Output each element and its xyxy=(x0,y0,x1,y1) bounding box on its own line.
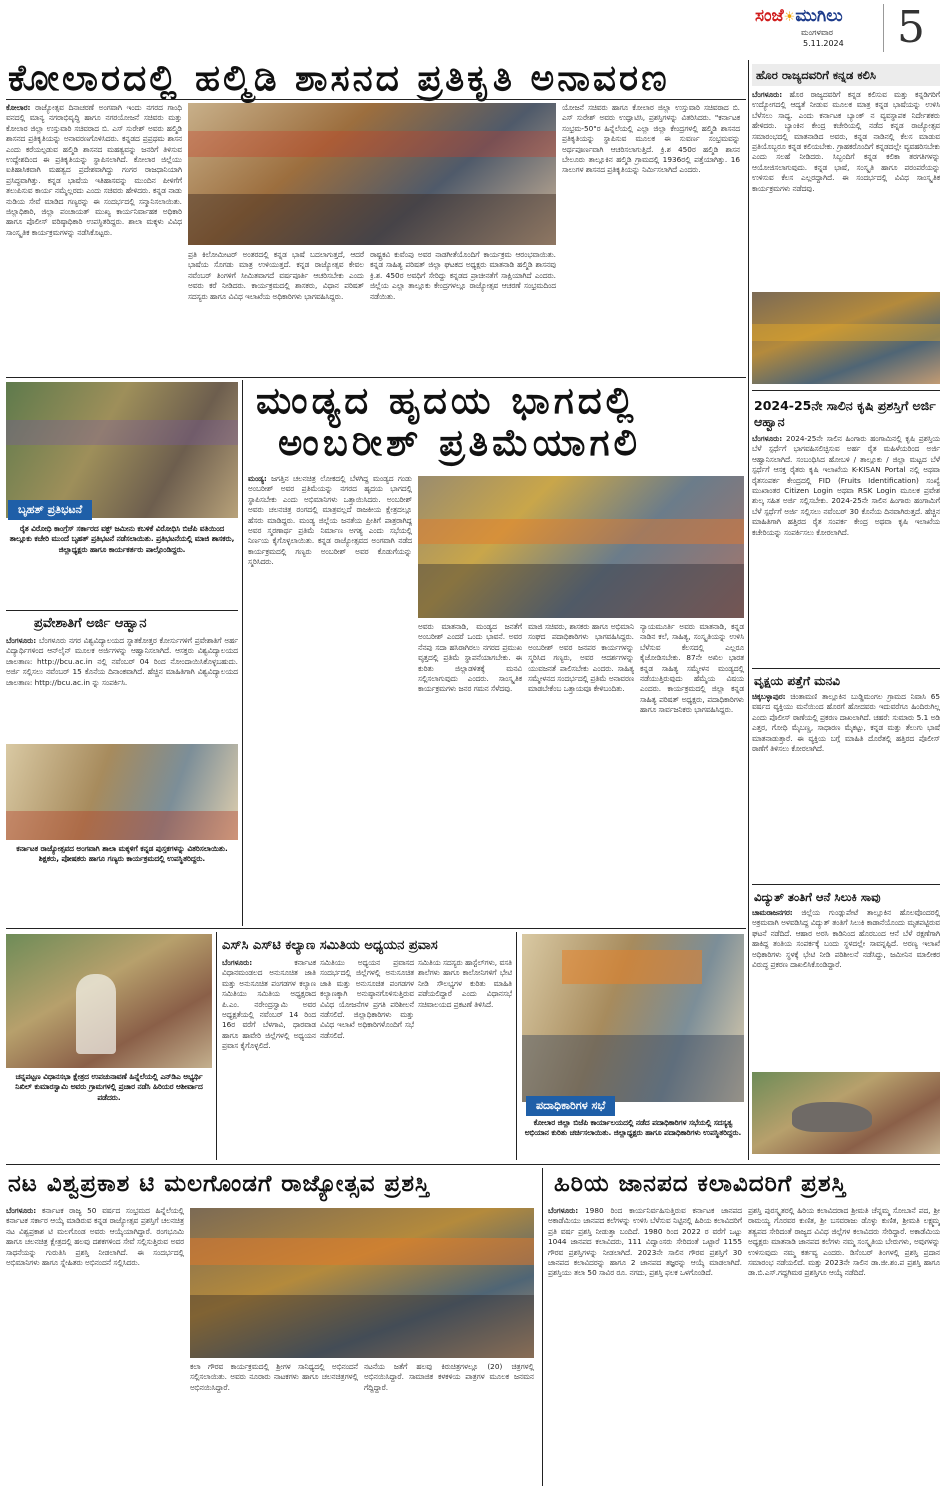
actor-col2-text: ಕಲಾ ಗೌರವ ಕಾರ್ಯಕ್ರಮದಲ್ಲಿ ಶ್ರೀಗಳ ಸಾನಿಧ್ಯದಲ್ಲಿ ಅಭಿನಂದನೆ ಸಲ್ಲಿಸಲಾಯಿತು. ಅವರು ನೂರಾರು ನಾಟಕಗಳು ಹಾಗೂ ಚಲನಚಿತ್ರಗಳಲ್ಲಿ ಅಭಿನಯಿಸಿದ್ದಾರೆ. xyxy=(190,1362,358,1392)
sc-st-dateline: ಬೆಂಗಳೂರು: xyxy=(222,958,253,967)
kolar-col4-text: ಯೋಜನೆ ಸಚಿವರು ಹಾಗೂ ಕೋಲಾರ ಜಿಲ್ಲಾ ಉಸ್ತುವಾರಿ ಸಚಿವರಾದ ಬಿ. ಎಸ್ ಸುರೇಶ್ ಅವರು ಉದ್ಘಾಟಿಸಿ, ಪ್ರಶಸ್ತಿಗಳನ್ನು ವಿತರಿಸಿದರು. "ಕರ್ನಾಟಕ ಸಂಭ್ರಮ-50"ರ ಹಿನ್ನೆಲೆಯಲ್ಲಿ ಎಲ್ಲಾ ಜಿಲ್ಲಾ ಕೇಂದ್ರಗಳಲ್ಲಿ ಹಲ್ಮಿಡಿ ಶಾಸನದ ಪ್ರತಿಕೃತಿಯನ್ನು ಸ್ಥಾಪಿಸುವ ಮೂಲಕ ಈ ಸುವರ್ಣ ಸಂಭ್ರಮವನ್ನು ಅರ್ಥಪೂರ್ಣವಾಗಿ ಆಚರಿಸಲಾಗುತ್ತಿದೆ. ಕ್ರಿ.ಶ 450ರ ಹಲ್ಮಿಡಿ ಶಾಸನ ಬೇಲೂರು ತಾಲ್ಲೂಕಿನ ಹಲ್ಮಿಡಿ ಗ್ರಾಮದಲ್ಲಿ 1936ರಲ್ಲಿ ಪತ್ತೆಯಾಗಿತ್ತು. 16 ಸಾಲುಗಳ ಶಾಸನದ ಪ್ರತಿಕೃತಿಯನ್ನು ನಿರ್ಮಿಸಲಾಗಿದೆ ಎಂದರು. xyxy=(562,103,740,175)
kolar-col4 xyxy=(562,103,740,373)
elephant-photo xyxy=(752,1072,940,1154)
side-vidyut-headline: ವಿದ್ಯುತ್ ತಂತಿಗೆ ಆನೆ ಸಿಲುಕಿ ಸಾವು xyxy=(754,890,881,904)
divider xyxy=(6,928,746,929)
side-vriddha-dateline: ಚಿಕ್ಕಬಳ್ಳಾಪುರ: xyxy=(752,692,786,701)
side-vriddha-body xyxy=(752,692,940,882)
actor-col3 xyxy=(364,1362,534,1486)
actor-col2 xyxy=(190,1362,358,1486)
pravesha-body xyxy=(6,636,238,740)
divider xyxy=(542,1168,543,1486)
mandya-dateline: ಮಂಡ್ಯ: xyxy=(248,474,267,483)
janapada-col1 xyxy=(548,1206,742,1486)
actor-headline: ನಟ ವಿಶ್ವಪ್ರಕಾಶ ಟಿ ಮಲಗೊಂಡಗೆ ರಾಜ್ಯೋತ್ಸವ ಪ್ರಶಸ್ತಿ xyxy=(8,1171,431,1197)
mandya-col3-text: ಮಾಜಿ ಸಚಿವರು, ಶಾಸಕರು ಹಾಗೂ ಅಭಿಮಾನಿ ಸಂಘದ ಪದಾಧಿಕಾರಿಗಳು ಭಾಗವಹಿಸಿದ್ದರು. ಅಂಬರೀಶ್ ಅವರ ಜನಪರ ಕಾರ್ಯಗಳನ್ನು ಸ್ಮರಿಸಿದ ಗಣ್ಯರು, ಅವರ ಆದರ್ಶಗಳನ್ನು ಯುವಜನತೆ ಪಾಲಿಸಬೇಕು ಎಂದರು. ಸಾಹಿತ್ಯ ಸಮ್ಮೇಳನದ ಸಂದರ್ಭದಲ್ಲಿ ಪ್ರತಿಮೆ ಅನಾವರಣ ಮಾಡಬೇಕೆಂಬ ಒತ್ತಾಯವೂ ಕೇಳಿಬಂದಿತು. xyxy=(528,622,634,694)
side-kannada-text: ಹೊರ ರಾಜ್ಯದವರಿಗೆ ಕನ್ನಡ ಕಲಿಸುವ ಮತ್ತು ಕನ್ನಡಿಗರಿಗೆ ಉದ್ಯೋಗದಲ್ಲಿ ಆದ್ಯತೆ ನೀಡುವ ಮೂಲಕ ಮಾತ್ರ ಕನ್ನಡ ಭಾಷೆಯನ್ನು ಉಳಿಸಿ ಬೆಳೆಸಲು ಸಾಧ್ಯ. ಎಂದು ಕರ್ನಾಟಕ ಬ್ಯಾಂಕ್ ನ ವ್ಯವಸ್ಥಾಪಕ ನಿರ್ದೇಶಕರು ಹೇಳಿದರು. ಬ್ಯಾಂಕಿನ ಕೇಂದ್ರ ಕಚೇರಿಯಲ್ಲಿ ನಡೆದ ಕನ್ನಡ ರಾಜ್ಯೋತ್ಸವ ಸಮಾರಂಭದಲ್ಲಿ ಮಾತನಾಡಿದ ಅವರು, ಕನ್ನಡ ನಾಡಿನಲ್ಲಿ ಕೆಲಸ ಮಾಡುವ ಪ್ರತಿಯೊಬ್ಬರೂ ಕನ್ನಡ ಕಲಿಯಬೇಕು. ಗ್ರಾಹಕರೊಂದಿಗೆ ಕನ್ನಡದಲ್ಲೇ ವ್ಯವಹರಿಸಬೇಕು ಎಂದು ಸಲಹೆ ನೀಡಿದರು. ಸಿಬ್ಬಂದಿಗೆ ಕನ್ನಡ ಕಲಿಕಾ ತರಗತಿಗಳನ್ನು ಆಯೋಜಿಸಲಾಗುವುದು. ಕನ್ನಡ ಭಾಷೆ, ಸಂಸ್ಕೃತಿ ಹಾಗೂ ಪರಂಪರೆಯನ್ನು ಉಳಿಸುವ ಕೆಲಸ ಎಲ್ಲರದ್ದಾಗಿದೆ. ಈ ಸಂದರ್ಭದಲ್ಲಿ ವಿವಿಧ ಸಾಂಸ್ಕೃತಿಕ ಕಾರ್ಯಕ್ರಮಗಳು ನಡೆದವು. xyxy=(752,90,940,193)
kolar-headline: ಕೋಲಾರದಲ್ಲಿ ಹಲ್ಮಿಡಿ ಶಾಸನದ ಪ್ರತಿಕೃತಿ ಅನಾವರಣ xyxy=(8,58,670,99)
sc-st-col3 xyxy=(418,958,512,1156)
meeting-caption: ಕೋಲಾರ ಜಿಲ್ಲಾ ಬಿಜೆಪಿ ಕಾರ್ಯಾಲಯದಲ್ಲಿ ನಡೆದ ಪದಾಧಿಕಾರಿಗಳ ಸಭೆಯಲ್ಲಿ ಸದಸ್ಯತ್ವ ಅಭಿಯಾನ ಕುರಿತು ಚರ್ಚಿಸಲಾಯಿತು. ಜಿಲ್ಲಾಧ್ಯಕ್ಷರು ಹಾಗೂ ಪದಾಧಿಕಾರಿಗಳು ಉಪಸ್ಥಿತರಿದ್ದರು. xyxy=(524,1118,742,1138)
janapada-col2-text: ಪ್ರಶಸ್ತಿ ಪುರಸ್ಕೃತರಲ್ಲಿ ಹಿರಿಯ ಕಲಾವಿದರಾದ ಶ್ರೀಮತಿ ಚೆನ್ನಮ್ಮ ಸೋಬಾನೆ ಪದ, ಶ್ರೀ ರಾಮಯ್ಯ ಗೊರವರ ಕುಣಿತ, ಶ್ರೀ ಬಸವರಾಜು ಡೊಳ್ಳು ಕುಣಿತ, ಶ್ರೀಮತಿ ಲಕ್ಷ್ಮಮ್ಮ ತತ್ವಪದ ಸೇರಿದಂತೆ ರಾಜ್ಯದ ವಿವಿಧ ಜಿಲ್ಲೆಗಳ ಕಲಾವಿದರು ಸೇರಿದ್ದಾರೆ. ಅಕಾಡೆಮಿಯ ಅಧ್ಯಕ್ಷರು ಮಾತನಾಡಿ ಜಾನಪದ ಕಲೆಗಳು ನಮ್ಮ ಸಂಸ್ಕೃತಿಯ ಬೇರುಗಳು, ಅವುಗಳನ್ನು ಉಳಿಸುವುದು ನಮ್ಮ ಕರ್ತವ್ಯ ಎಂದರು. ಡಿಸೆಂಬರ್ ತಿಂಗಳಲ್ಲಿ ಪ್ರಶಸ್ತಿ ಪ್ರದಾನ ಸಮಾರಂಭ ನಡೆಯಲಿದೆ. ಮತ್ತು 2023ನೇ ಸಾಲಿನ ಡಾ.ಜೀ.ಶಂ.ಪ ಪ್ರಶಸ್ತಿ ಹಾಗೂ ಡಾ.ಬಿ.ಎಸ್.ಗದ್ದಗಿಮಠ ಪ್ರಶಸ್ತಿಗೂ ಆಯ್ಕೆ ನಡೆದಿದೆ. xyxy=(748,1206,940,1278)
protest-caption: ರೈತ ವಿರೋಧಿ ಕಾಂಗ್ರೆಸ್ ಸರ್ಕಾರದ ವಕ್ಫ್ ಜಮೀನು ಕಬಳಿಕೆ ವಿರೋಧಿಸಿ ಬಿಜೆಪಿ ವತಿಯಿಂದ ತಾಲ್ಲೂಕು ಕಚೇರಿ ಮುಂದೆ ಬೃಹತ್ ಪ್ರತಿಭಟನೆ ನಡೆಸಲಾಯಿತು. ಪ್ರತಿಭಟನೆಯಲ್ಲಿ ಮಾಜಿ ಶಾಸಕರು, ಜಿಲ್ಲಾಧ್ಯಕ್ಷರು ಹಾಗೂ ಕಾರ್ಯಕರ್ತರು ಪಾಲ್ಗೊಂಡಿದ್ದರು. xyxy=(9,524,235,554)
kolar-dateline: ಕೋಲಾರ: xyxy=(6,103,31,112)
actor-col3-text: ನಟನೆಯ ಜತೆಗೆ ಹಲವು ಕಿರುಚಿತ್ರಗಳಲ್ಲೂ (20) ಚಿತ್ರಗಳಲ್ಲಿ ಅಭಿನಯಿಸಿದ್ದಾರೆ. ಸಾಮಾಜಿಕ ಕಳಕಳಿಯ ಪಾತ್ರಗಳ ಮೂಲಕ ಜನಮನ ಗೆದ್ದಿದ್ದಾರೆ. xyxy=(364,1362,534,1392)
masthead-date: 5.11.2024 xyxy=(803,39,844,48)
side-vidyut-body xyxy=(752,908,940,1068)
sc-st-headline: ಎಸ್‌ಸಿ ಎಸ್‌ಟಿ ಕಲ್ಯಾಣ ಸಮಿತಿಯ ಅಧ್ಯಯನ ಪ್ರವಾಸ xyxy=(222,938,438,953)
mandya-col2 xyxy=(418,622,522,922)
logo-sun-icon: ☀ xyxy=(783,10,796,25)
actor-col1 xyxy=(6,1206,184,1486)
mandya-col1-text: ಜಗತ್ತಿನ ಚಲನಚಿತ್ರ ಲೋಕದಲ್ಲಿ ಬೆಳಗಿದ್ದ ಮಂಡ್ಯದ ಗಂಡು ಅಂಬರೀಶ್ ಅವರ ಪ್ರತಿಮೆಯನ್ನು ನಗರದ ಹೃದಯ ಭಾಗದಲ್ಲಿ ಸ್ಥಾಪಿಸಬೇಕು ಎಂದು ಅಭಿಮಾನಿಗಳು ಒತ್ತಾಯಿಸಿದರು. ಅಂಬರೀಶ್ ಅವರು ಚಲನಚಿತ್ರ ರಂಗದಲ್ಲಿ ಮಾತ್ರವಲ್ಲದೆ ರಾಜಕೀಯ ಕ್ಷೇತ್ರದಲ್ಲೂ ಹೆಸರು ಮಾಡಿದ್ದರು. ಮಂಡ್ಯ ಜಿಲ್ಲೆಯ ಜನತೆಯ ಪ್ರೀತಿಗೆ ಪಾತ್ರರಾಗಿದ್ದ ಅವರ ಸ್ಮರಣಾರ್ಥ ಪ್ರತಿಮೆ ನಿರ್ಮಾಣ ಅಗತ್ಯ ಎಂದು ಸಭೆಯಲ್ಲಿ ನಿರ್ಣಯ ಕೈಗೊಳ್ಳಲಾಯಿತು. ಕನ್ನಡ ರಾಜ್ಯೋತ್ಸವದ ಅಂಗವಾಗಿ ನಡೆದ ಕಾರ್ಯಕ್ರಮದಲ್ಲಿ ಗಣ್ಯರು ಅಂಬರೀಶ್ ಅವರ ಕೊಡುಗೆಯನ್ನು ಸ್ಮರಿಸಿದರು. xyxy=(248,474,412,567)
school-caption: ಕರ್ನಾಟಕ ರಾಜ್ಯೋತ್ಸವದ ಅಂಗವಾಗಿ ಶಾಲಾ ಮಕ್ಕಳಿಗೆ ಕನ್ನಡ ಪುಸ್ತಕಗಳನ್ನು ವಿತರಿಸಲಾಯಿತು. ಶಿಕ್ಷಕರು, ಪೋಷಕರು ಹಾಗೂ ಗಣ್ಯರು ಕಾರ್ಯಕ್ರಮದಲ್ಲಿ ಉಪಸ್ಥಿತರಿದ್ದರು. xyxy=(16,844,228,864)
pravesha-headline: ಪ್ರವೇಶಾತಿಗೆ ಅರ್ಜಿ ಆಹ್ವಾನ xyxy=(34,616,147,631)
janapada-headline: ಹಿರಿಯ ಜಾನಪದ ಕಲಾವಿದರಿಗೆ ಪ್ರಶಸ್ತಿ xyxy=(554,1171,847,1197)
divider xyxy=(6,1164,940,1165)
kolar-col3 xyxy=(370,250,556,374)
meeting-label: ಪದಾಧಿಕಾರಿಗಳ ಸಭೆ xyxy=(526,1096,615,1116)
sc-st-col3-text: ಸಮಿತಿಯ ಸದಸ್ಯರು ಹಾಸ್ಟೆಲ್‌ಗಳು, ವಸತಿ ಶಾಲೆಗಳು ಹಾಗೂ ಕಾಲೋನಿಗಳಿಗೆ ಭೇಟಿ ನೀಡಿ ಸೌಲಭ್ಯಗಳ ಕುರಿತು ಮಾಹಿತಿ ಪಡೆಯಲಿದ್ದಾರೆ ಎಂದು ವಿಧಾನಸಭೆ ಸಚಿವಾಲಯದ ಪ್ರಕಟಣೆ ತಿಳಿಸಿದೆ. xyxy=(418,958,512,1009)
masthead-day: ಮಂಗಳವಾರ xyxy=(801,28,834,37)
elderly-caption: ಚನ್ನಪಟ್ಟಣ ವಿಧಾನಸಭಾ ಕ್ಷೇತ್ರದ ಉಪಚುನಾವಣೆ ಹಿನ್ನೆಲೆಯಲ್ಲಿ ಎನ್‌ಡಿಎ ಅಭ್ಯರ್ಥಿ ನಿಖಿಲ್ ಕುಮಾರಸ್ವಾಮಿ ಅವರು ಗ್ರಾಮಗಳಲ್ಲಿ ಪ್ರಚಾರ ನಡೆಸಿ ಹಿರಿಯರ ಆಶೀರ್ವಾದ ಪಡೆದರು. xyxy=(15,1072,203,1102)
side-vriddha-headline: ವೃಕ್ಷಯ ಪತ್ತೆಗೆ ಮನವಿ xyxy=(754,674,840,688)
divider xyxy=(748,60,749,1160)
side-kannada-body xyxy=(752,90,940,288)
kolar-photo xyxy=(188,103,556,245)
pravesha-text: ಬೆಂಗಳೂರು ನಗರ ವಿಶ್ವವಿದ್ಯಾಲಯದ ಸ್ನಾತಕೋತ್ತರ ಕೋರ್ಸುಗಳಿಗೆ ಪ್ರವೇಶಾತಿಗೆ ಅರ್ಹ ವಿದ್ಯಾರ್ಥಿಗಳಿಂದ ಆನ್‌ಲೈನ್ ಮೂಲಕ ಅರ್ಜಿಗಳನ್ನು ಆಹ್ವಾನಿಸಲಾಗಿದೆ. ಆಸಕ್ತರು ವಿಶ್ವವಿದ್ಯಾಲಯದ ಜಾಲತಾಣ: http://bcu.ac.in ನಲ್ಲಿ ನವೆಂಬರ್ 04 ರಿಂದ ನೋಂದಾಯಿಸಿಕೊಳ್ಳಬಹುದು. ಅರ್ಜಿ ಸಲ್ಲಿಸಲು ನವೆಂಬರ್ 15 ಕೊನೆಯ ದಿನಾಂಕವಾಗಿದೆ. ಹೆಚ್ಚಿನ ಮಾಹಿತಿಗಾಗಿ ವಿಶ್ವವಿದ್ಯಾಲಯದ ಜಾಲತಾಣ: http://bcu.ac.in ನ್ನು ಸಂಪರ್ಕಿಸಿ. xyxy=(6,636,238,687)
protest-label: ಬೃಹತ್ ಪ್ರತಿಭಟನೆ xyxy=(8,500,92,520)
divider xyxy=(6,377,746,378)
mandya-col2-text: ಅವರು ಮಾತನಾಡಿ, ಮಂಡ್ಯದ ಜನತೆಗೆ ಅಂಬರೀಶ್ ಎಂದರೆ ಒಂದು ಭಾವನೆ. ಅವರ ನೆನಪು ಸದಾ ಹಸಿರಾಗಿರಲು ನಗರದ ಪ್ರಮುಖ ವೃತ್ತದಲ್ಲಿ ಪ್ರತಿಮೆ ಸ್ಥಾಪನೆಯಾಗಬೇಕು. ಈ ಕುರಿತು ಜಿಲ್ಲಾಡಳಿತಕ್ಕೆ ಮನವಿ ಸಲ್ಲಿಸಲಾಗುವುದು ಎಂದರು. ಸಾಂಸ್ಕೃತಿಕ ಕಾರ್ಯಕ್ರಮಗಳು ಜನರ ಗಮನ ಸೆಳೆದವು. xyxy=(418,622,522,694)
janapada-col1-text: 1980 ರಿಂದ ಕಾರ್ಯನಿರ್ವಹಿಸುತ್ತಿರುವ ಕರ್ನಾಟಕ ಜಾನಪದ ಅಕಾಡೆಮಿಯು ಜಾನಪದ ಕಲೆಗಳನ್ನು ಉಳಿಸಿ ಬೆಳೆಸುವ ನಿಟ್ಟಿನಲ್ಲಿ ಹಿರಿಯ ಕಲಾವಿದರಿಗೆ ಪ್ರತಿ ವರ್ಷ ಪ್ರಶಸ್ತಿ ನೀಡುತ್ತಾ ಬಂದಿದೆ. 1980 ರಿಂದ 2022 ರ ವರೆಗೆ ಒಟ್ಟು 1044 ಜಾನಪದ ಕಲಾವಿದರು, 111 ವಿದ್ವಾಂಸರು ಸೇರಿದಂತೆ ಒಟ್ಟಾರೆ 1155 ಗೌರವ ಪ್ರಶಸ್ತಿಗಳನ್ನು ನೀಡಲಾಗಿದೆ. 2023ನೇ ಸಾಲಿನ ಗೌರವ ಪ್ರಶಸ್ತಿಗೆ 30 ಜಾನಪದ ಕಲಾವಿದರನ್ನು ಹಾಗೂ 2 ಜಾನಪದ ತಜ್ಞರನ್ನು ಆಯ್ಕೆ ಮಾಡಲಾಗಿದೆ. ಪ್ರಶಸ್ತಿಯು ತಲಾ 50 ಸಾವಿರ ರೂ. ನಗದು, ಪ್ರಶಸ್ತಿ ಫಲಕ ಒಳಗೊಂಡಿದೆ. xyxy=(548,1206,742,1278)
meeting-photo xyxy=(522,934,744,1102)
sc-st-col2-text: ಸಮಿತಿಯು ಅಧ್ಯಯನ ಪ್ರವಾಸದ ಸಂದರ್ಭದಲ್ಲಿ ಜಿಲ್ಲೆಗಳಲ್ಲಿ ಅನುಸೂಚಿತ ಜಾತಿ ಮತ್ತು ಅನುಸೂಚಿತ ಪಂಗಡಗಳ ಕಲ್ಯಾಣಕ್ಕಾಗಿ ಅನುಷ್ಠಾನಗೊಳಿಸುತ್ತಿರುವ ವಿವಿಧ ಯೋಜನೆಗಳ ಪ್ರಗತಿ ಪರಿಶೀಲನೆ ನಡೆಸಲಿದೆ. ಜಿಲ್ಲಾಧಿಕಾರಿಗಳು ಮತ್ತು ವಿವಿಧ ಇಲಾಖೆ ಅಧಿಕಾರಿಗಳೊಂದಿಗೆ ಸಭೆ ನಡೆಸಲಿದೆ. xyxy=(320,958,414,1040)
side-krishi-body xyxy=(752,434,940,664)
side-krishi-headline: 2024-25ನೇ ಸಾಲಿನ ಕೃಷಿ ಪ್ರಶಸ್ತಿಗೆ ಅರ್ಜಿ ಆಹ್ವಾನ xyxy=(754,398,936,429)
side-vidyut-text: ಜಿಲ್ಲೆಯ ಗುಂಡ್ಲುಪೇಟೆ ತಾಲ್ಲೂಕಿನ ಹೊಲವೊಂದರಲ್ಲಿ ಅಕ್ರಮವಾಗಿ ಅಳವಡಿಸಿದ್ದ ವಿದ್ಯುತ್ ತಂತಿಗೆ ಸಿಲುಕಿ ಕಾಡಾನೆಯೊಂದು ಮೃತಪಟ್ಟಿರುವ ಘಟನೆ ನಡೆದಿದೆ. ಆಹಾರ ಅರಸಿ ಕಾಡಿನಿಂದ ಹೊರಬಂದ ಆನೆ ಬೆಳೆ ರಕ್ಷಣೆಗಾಗಿ ಹಾಕಿದ್ದ ತಂತಿಯ ಸಂಪರ್ಕಕ್ಕೆ ಬಂದು ಸ್ಥಳದಲ್ಲೇ ಸಾವನ್ನಪ್ಪಿದೆ. ಅರಣ್ಯ ಇಲಾಖೆ ಅಧಿಕಾರಿಗಳು ಸ್ಥಳಕ್ಕೆ ಭೇಟಿ ನೀಡಿ ಪರಿಶೀಲನೆ ನಡೆಸಿದ್ದು, ಜಮೀನಿನ ಮಾಲೀಕರ ವಿರುದ್ಧ ಪ್ರಕರಣ ದಾಖಲಿಸಿಕೊಂಡಿದ್ದಾರೆ. xyxy=(752,908,940,970)
divider xyxy=(752,668,940,669)
actor-dateline: ಬೆಂಗಳೂರು: xyxy=(6,1206,37,1215)
side-kannada-photo xyxy=(752,292,940,384)
mandya-col4 xyxy=(640,622,744,922)
masthead xyxy=(735,4,940,56)
elderly-photo xyxy=(6,934,212,1068)
logo-mugilu: ಮುಗಿಲು xyxy=(795,6,843,26)
kolar-col2 xyxy=(188,250,364,374)
side-krishi-dateline: ಬೆಂಗಳೂರು: xyxy=(752,434,783,443)
side-vriddha-text: ಚಿಂತಾಮಣಿ ತಾಲ್ಲೂಕಿನ ಬುಡ್ಡಿಮಂಗಲ ಗ್ರಾಮದ ನಿವಾಸಿ 65 ವರ್ಷದ ವ್ಯಕ್ತಿಯು ಮನೆಯಿಂದ ಹೊರಗೆ ಹೋದವರು ಇದುವರೆಗೂ ಹಿಂದಿರುಗಿಲ್ಲ ಎಂದು ಪೊಲೀಸ್ ಠಾಣೆಯಲ್ಲಿ ಪ್ರಕರಣ ದಾಖಲಾಗಿದೆ. ಚಹರೆ: ಸುಮಾರು 5.1 ಅಡಿ ಎತ್ತರ, ಗೋಧಿ ಮೈಬಣ್ಣ, ಸಾಧಾರಣ ಮೈಕಟ್ಟು, ಕನ್ನಡ ಮತ್ತು ತೆಲುಗು ಭಾಷೆ ಮಾತನಾಡುತ್ತಾರೆ. ಈ ವ್ಯಕ್ತಿಯ ಬಗ್ಗೆ ಮಾಹಿತಿ ದೊರೆತಲ್ಲಿ ಹತ್ತಿರದ ಪೊಲೀಸ್ ಠಾಣೆಗೆ ತಿಳಿಸಲು ಕೋರಲಾಗಿದೆ. xyxy=(752,692,940,754)
side-krishi-text: 2024-25ನೇ ಸಾಲಿನ ಹಿಂಗಾರು ಹಂಗಾಮಿನಲ್ಲಿ ಕೃಷಿ ಪ್ರಶಸ್ತಿಯ ಬೆಳೆ ಸ್ಪರ್ಧೆಗೆ ಭಾಗವಹಿಸಲಿಚ್ಛಿಸುವ ಅರ್ಹ ರೈತ ಮಹಿಳೆಯರಿಂದ ಅರ್ಜಿ ಆಹ್ವಾನಿಸಲಾಗಿದೆ. ಸಂಬಂಧಿಸಿದ ಹೋಬಳಿ / ತಾಲ್ಲೂಕು / ಜಿಲ್ಲಾ ಮಟ್ಟದ ಬೆಳೆ ಸ್ಪರ್ಧೆಗೆ ಆಸಕ್ತ ರೈತರು ಕೃಷಿ ಇಲಾಖೆಯ K-KISAN Portal ನಲ್ಲಿ ಅಥವಾ ರೈತಸಂಪರ್ಕ ಕೇಂದ್ರದಲ್ಲಿ FID (Fruits Identification) ಸಂಖ್ಯೆ ಮುಖಾಂತರ Citizen Login ಅಥವಾ RSK Login ಮೂಲಕ ಪ್ರವೇಶ ಶುಲ್ಕ ಸಹಿತ ಅರ್ಜಿ ಸಲ್ಲಿಸಬೇಕು. 2024-25ನೇ ಸಾಲಿನ ಹಿಂಗಾರು ಹಂಗಾಮಿಗೆ ಬೆಳೆ ಸ್ಪರ್ಧೆಗೆ ಅರ್ಜಿ ಸಲ್ಲಿಸಲು ನವೆಂಬರ್ 30 ಕೊನೆಯ ದಿನವಾಗಿರುತ್ತದೆ. ಹೆಚ್ಚಿನ ಮಾಹಿತಿಗಾಗಿ ಹತ್ತಿರದ ರೈತ ಸಂಪರ್ಕ ಕೇಂದ್ರ ಅಥವಾ ಕೃಷಿ ಇಲಾಖೆಯ ಕಚೇರಿಯನ್ನು ಸಂಪರ್ಕಿಸಲು ಕೋರಲಾಗಿದೆ. xyxy=(752,434,940,537)
mandya-headline-2: ಅಂಬರೀಶ್ ಪ್ರತಿಮೆಯಾಗಲಿ xyxy=(278,421,642,464)
divider xyxy=(752,884,940,885)
divider xyxy=(516,932,517,1160)
protest-photo xyxy=(6,382,238,518)
mandya-headline-1: ಮಂಡ್ಯದ ಹೃದಯ ಭಾಗದಲ್ಲಿ xyxy=(256,379,638,422)
sc-st-col1-text: ಕರ್ನಾಟಕ ವಿಧಾನಮಂಡಲದ ಅನುಸೂಚಿತ ಜಾತಿ ಮತ್ತು ಅನುಸೂಚಿತ ಪಂಗಡಗಳ ಕಲ್ಯಾಣ ಸಮಿತಿಯು ಸಮಿತಿಯ ಅಧ್ಯಕ್ಷರಾದ ಪಿ.ಎಂ. ನರೇಂದ್ರಸ್ವಾಮಿ ಅವರ ಅಧ್ಯಕ್ಷತೆಯಲ್ಲಿ ನವೆಂಬರ್ 14 ರಿಂದ 16ರ ವರೆಗೆ ಬೆಳಗಾವಿ, ಧಾರವಾಡ ಹಾಗೂ ಹಾವೇರಿ ಜಿಲ್ಲೆಗಳಲ್ಲಿ ಅಧ್ಯಯನ ಪ್ರವಾಸ ಕೈಗೊಳ್ಳಲಿದೆ. xyxy=(222,958,316,1051)
actor-col1-text: ಕರ್ನಾಟಕ ರಾಜ್ಯ 50 ವರ್ಷದ ಸಂಭ್ರಮದ ಹಿನ್ನೆಲೆಯಲ್ಲಿ ಕರ್ನಾಟಕ ಸರ್ಕಾರ ಆಯ್ಕೆ ಮಾಡಿರುವ ಕನ್ನಡ ರಾಜ್ಯೋತ್ಸವ ಪ್ರಶಸ್ತಿಗೆ ಚಲನಚಿತ್ರ ನಟ ವಿಶ್ವಪ್ರಕಾಶ ಟಿ ಮಲಗೊಂಡ ಅವರು ಆಯ್ಕೆಯಾಗಿದ್ದಾರೆ. ರಂಗಭೂಮಿ ಹಾಗೂ ಚಲನಚಿತ್ರ ಕ್ಷೇತ್ರದಲ್ಲಿ ಹಲವು ದಶಕಗಳಿಂದ ಸೇವೆ ಸಲ್ಲಿಸುತ್ತಿರುವ ಅವರ ಸಾಧನೆಯನ್ನು ಗುರುತಿಸಿ ಪ್ರಶಸ್ತಿ ನೀಡಲಾಗಿದೆ. ಈ ಸಂದರ್ಭದಲ್ಲಿ ಅಭಿಮಾನಿಗಳು ಹಾಗೂ ಸ್ನೇಹಿತರು ಅಭಿನಂದನೆ ಸಲ್ಲಿಸಿದರು. xyxy=(6,1206,184,1268)
page-number: 5 xyxy=(897,2,925,53)
side-vidyut-dateline: ಚಾಮರಾಜನಗರ: xyxy=(752,908,793,917)
divider xyxy=(242,380,243,926)
masthead-logo xyxy=(755,6,843,26)
kolar-col3-text: ರಾಷ್ಟ್ರಕವಿ ಕುವೆಂಪು ಅವರ ನಾಡಗೀತೆಯೊಂದಿಗೆ ಕಾರ್ಯಕ್ರಮ ಆರಂಭವಾಯಿತು. ಕನ್ನಡ ಸಾಹಿತ್ಯ ಪರಿಷತ್ ಜಿಲ್ಲಾ ಘಟಕದ ಅಧ್ಯಕ್ಷರು ಮಾತನಾಡಿ ಹಲ್ಮಿಡಿ ಶಾಸನವು ಕ್ರಿ.ಶ. 450ರ ಅವಧಿಗೆ ಸೇರಿದ್ದು ಕನ್ನಡದ ಪ್ರಾಚೀನತೆಗೆ ಸಾಕ್ಷಿಯಾಗಿದೆ ಎಂದರು. ಜಿಲ್ಲೆಯ ಎಲ್ಲಾ ತಾಲ್ಲೂಕು ಕೇಂದ್ರಗಳಲ್ಲೂ ರಾಜ್ಯೋತ್ಸವ ಆಚರಣೆ ಸಂಭ್ರಮದಿಂದ ನಡೆಯಿತು. xyxy=(370,250,556,301)
mandya-col4-text: ನ್ಯಾಯಮೂರ್ತಿ ಅವರು ಮಾತನಾಡಿ, ಕನ್ನಡ ನಾಡಿನ ಕಲೆ, ಸಾಹಿತ್ಯ, ಸಂಸ್ಕೃತಿಯನ್ನು ಉಳಿಸಿ ಬೆಳೆಸುವ ಕೆಲಸದಲ್ಲಿ ಎಲ್ಲರೂ ಕೈಜೋಡಿಸಬೇಕು. 87ನೇ ಅಖಿಲ ಭಾರತ ಕನ್ನಡ ಸಾಹಿತ್ಯ ಸಮ್ಮೇಳನ ಮಂಡ್ಯದಲ್ಲಿ ನಡೆಯುತ್ತಿರುವುದು ಹೆಮ್ಮೆಯ ವಿಷಯ ಎಂದರು. ಕಾರ್ಯಕ್ರಮದಲ್ಲಿ ಜಿಲ್ಲಾ ಕನ್ನಡ ಸಾಹಿತ್ಯ ಪರಿಷತ್ ಅಧ್ಯಕ್ಷರು, ಪದಾಧಿಕಾರಿಗಳು ಹಾಗೂ ಸಾರ್ವಜನಿಕರು ಭಾಗವಹಿಸಿದ್ದರು. xyxy=(640,622,744,715)
sc-st-col1 xyxy=(222,958,316,1156)
mandya-col1 xyxy=(248,474,412,922)
page-number-divider xyxy=(883,4,884,52)
school-photo xyxy=(6,744,238,840)
divider xyxy=(6,610,238,611)
kolar-col2-text: ಪ್ರತಿ ಕಿಲೋಮೀಟರ್ ಅಂತರದಲ್ಲಿ ಕನ್ನಡ ಭಾಷೆ ಬದಲಾಗುತ್ತದೆ, ಆದರೆ ಭಾಷೆಯ ಸೊಗಡು ಮಾತ್ರ ಉಳಿಯುತ್ತದೆ. ಕನ್ನಡ ರಾಜ್ಯೋತ್ಸವ ಕೇವಲ ನವೆಂಬರ್ ತಿಂಗಳಿಗೆ ಸೀಮಿತವಾಗದೆ ವರ್ಷಪೂರ್ತಿ ಆಚರಿಸಬೇಕು ಎಂದು ಅವರು ಕರೆ ನೀಡಿದರು. ಕಾರ್ಯಕ್ರಮದಲ್ಲಿ ಶಾಸಕರು, ವಿಧಾನ ಪರಿಷತ್ ಸದಸ್ಯರು ಹಾಗೂ ವಿವಿಧ ಇಲಾಖೆಯ ಅಧಿಕಾರಿಗಳು ಭಾಗವಹಿಸಿದ್ದರು. xyxy=(188,250,364,301)
kolar-col1-text: ರಾಜ್ಯೋತ್ಸವ ದಿನಾಚರಣೆ ಅಂಗವಾಗಿ ಇಂದು ನಗರದ ಗಾಂಧಿ ವನದಲ್ಲಿ ಮಾನ್ಯ ನಗರಾಭಿವೃದ್ಧಿ ಹಾಗೂ ನಗರಯೋಜನೆ ಸಚಿವರು ಮತ್ತು ಕೋಲಾರ ಜಿಲ್ಲಾ ಉಸ್ತುವಾರಿ ಸಚಿವರಾದ ಬಿ. ಎಸ್ ಸುರೇಶ್ ಅವರು ಹಲ್ಮಿಡಿ ಶಾಸನದ ಪ್ರತಿಕೃತಿಯನ್ನು ಅನಾವರಣಗೊಳಿಸಿದರು. ಕನ್ನಡದ ಪ್ರಪ್ರಥಮ ಶಾಸನ ಎಂದು ಕರೆಯಲ್ಪಡುವ ಹಲ್ಮಿಡಿ ಶಾಸನದ ಮಹತ್ವವನ್ನು ಜನರಿಗೆ ತಿಳಿಸುವ ಉದ್ದೇಶದಿಂದ ಈ ಪ್ರತಿಕೃತಿಯನ್ನು ಸ್ಥಾಪಿಸಲಾಗಿದೆ. ಕೋಲಾರ ಜಿಲ್ಲೆಯು ಐತಿಹಾಸಿಕವಾಗಿ ಮಹತ್ವದ ಪ್ರದೇಶವಾಗಿದ್ದು ಗಂಗರ ರಾಜಧಾನಿಯಾಗಿ ಪ್ರಸಿದ್ಧವಾಗಿತ್ತು. ಕನ್ನಡ ಭಾಷೆಯ ಇತಿಹಾಸವನ್ನು ಮುಂದಿನ ಪೀಳಿಗೆಗೆ ತಲುಪಿಸುವ ಕಾರ್ಯ ನಮ್ಮೆಲ್ಲರದು ಎಂದು ಸಚಿವರು ಹೇಳಿದರು. ಕನ್ನಡ ನಾಡು ನುಡಿಯ ಸೇವೆ ಮಾಡಿದ ಗಣ್ಯರನ್ನು ಈ ಸಂದರ್ಭದಲ್ಲಿ ಸನ್ಮಾನಿಸಲಾಯಿತು. ಜಿಲ್ಲಾಧಿಕಾರಿ, ಜಿಲ್ಲಾ ಪಂಚಾಯತ್ ಮುಖ್ಯ ಕಾರ್ಯನಿರ್ವಾಹಕ ಅಧಿಕಾರಿ ಹಾಗೂ ಪೊಲೀಸ್ ವರಿಷ್ಠಾಧಿಕಾರಿ ಉಪಸ್ಥಿತರಿದ್ದರು. ಶಾಲಾ ಮಕ್ಕಳು ವಿವಿಧ ಸಾಂಸ್ಕೃತಿಕ ಕಾರ್ಯಕ್ರಮಗಳನ್ನು ನಡೆಸಿಕೊಟ್ಟರು. xyxy=(6,103,182,237)
divider xyxy=(216,932,217,1160)
divider xyxy=(752,390,940,391)
divider xyxy=(6,99,746,100)
logo-sanje: ಸಂಜೆ xyxy=(755,6,784,26)
kolar-col1 xyxy=(6,103,182,373)
side-kannada-headline: ಹೊರ ರಾಜ್ಯದವರಿಗೆ ಕನ್ನಡ ಕಲಿಸಿ xyxy=(756,68,876,82)
mandya-col3 xyxy=(528,622,634,922)
actor-photo xyxy=(190,1208,534,1358)
janapada-col2 xyxy=(748,1206,940,1486)
mandya-photo xyxy=(418,476,744,618)
janapada-dateline: ಬೆಂಗಳೂರು: xyxy=(548,1206,579,1215)
side-kannada-dateline: ಬೆಂಗಳೂರು: xyxy=(752,90,783,99)
pravesha-dateline: ಬೆಂಗಳೂರು: xyxy=(6,636,37,645)
sc-st-col2 xyxy=(320,958,414,1156)
